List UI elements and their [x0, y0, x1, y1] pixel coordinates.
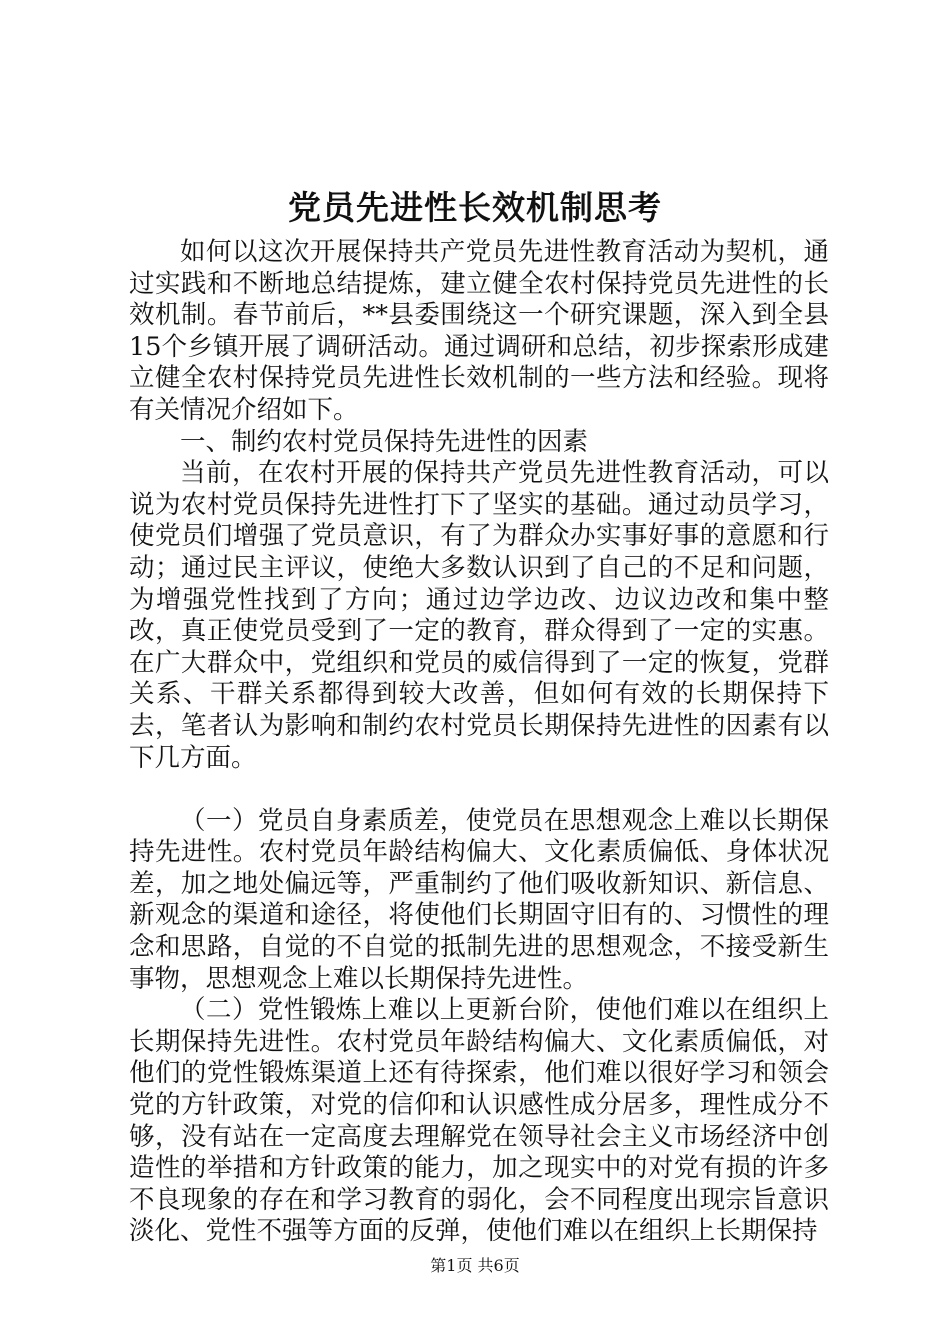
section-heading: 一、制约农村党员保持先进性的因素: [180, 426, 589, 457]
document-title: 党员先进性长效机制思考: [288, 188, 662, 227]
body-paragraph: 当前，在农村开展的保持共产党员先进性教育活动，可以说为农村党员保持先进性打下了坚实的基础。通过动员学习，使党员们增强了党员意识，有了为群众办实事好事的意愿和行动；通过民主评议，使绝大多数认识到了自己的不足和问题，为增强党性找到了方向；通过边学边改、边议边改和集中整改，真正使党员受到了一定的教育，群众得到了一定的实惠。在广大群众中，党组织和党员的威信得到了一定的恢复，党群关系、干群关系都得到较大改善，但如何有效的长期保持下去，笔者认为影响和制约农村党员长期保持先进性的因素有以下几方面。: [129, 458, 829, 773]
page-footer: 第1页 共6页: [430, 1256, 520, 1275]
paragraph-spacer: [129, 774, 829, 806]
intro-paragraph: 如何以这次开展保持共产党员先进性教育活动为契机，通过实践和不断地总结提炼，建立健全农村保持党员先进性的长效机制。春节前后，**县委围绕这一个研究课题，深入到全县15个乡镇开展了调研活动。通过调研和总结，初步探索形成建立健全农村保持党员先进性长效机制的一些方法和经验。现将有关情况介绍如下。: [129, 237, 829, 425]
document-body: [129, 237, 829, 1248]
body-paragraph: （二）党性锻炼上难以上更新台阶，使他们难以在组织上长期保持先进性。农村党员年龄结构偏大、文化素质偏低，对他们的党性锻炼渠道上还有待探索，他们难以很好学习和领会党的方针政策，对党的信仰和认识感性成分居多，理性成分不够，没有站在一定高度去理解党在领导社会主义市场经济中创造性的举措和方针政策的能力，加之现实中的对党有损的许多不良现象的存在和学习教育的弱化，会不同程度出现宗旨意识淡化、党性不强等方面的反弹，使他们难以在组织上长期保持: [129, 995, 829, 1247]
body-paragraph: （一）党员自身素质差，使党员在思想观念上难以长期保持先进性。农村党员年龄结构偏大、文化素质偏低、身体状况差，加之地处偏远等，严重制约了他们吸收新知识、新信息、新观念的渠道和途径，将使他们长期固守旧有的、习惯性的理念和思路，自觉的不自觉的抵制先进的思想观念，不接受新生事物，思想观念上难以长期保持先进性。: [129, 805, 829, 994]
